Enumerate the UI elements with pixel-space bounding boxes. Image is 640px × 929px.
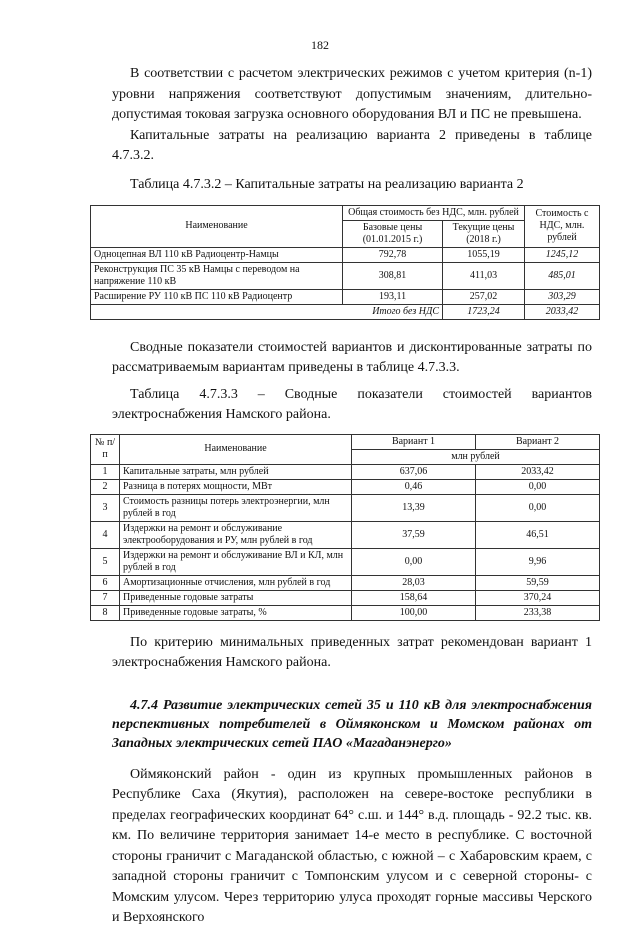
row-number: 2 <box>91 479 120 494</box>
row-number: 3 <box>91 494 120 521</box>
row-variant1: 158,64 <box>352 590 476 605</box>
row-name: Издержки на ремонт и обслуживание электрооборудования и РУ, млн рублей в год <box>120 521 352 548</box>
row-name: Амортизационные отчисления, млн рублей в год <box>120 575 352 590</box>
col-header-unit: млн рублей <box>352 449 600 464</box>
col-header-num: № п/п <box>91 434 120 464</box>
table-row <box>91 590 600 605</box>
table-row <box>91 605 600 620</box>
row-variant2: 233,38 <box>476 605 600 620</box>
row-variant1: 0,00 <box>352 548 476 575</box>
table-row <box>91 262 600 289</box>
col-header-variant2: Вариант 2 <box>476 434 600 449</box>
table1-caption: Таблица 4.7.3.2 – Капитальные затраты на реализацию варианта 2 <box>130 176 524 192</box>
table-row <box>91 494 600 521</box>
col-header-name: Наименование <box>120 434 352 464</box>
paragraph-oymyakon: Оймяконский район - один из крупных промышленных районов в Республике Саха (Якутия), расположен на севере-востоке республики в пределах географических координат 64° с.ш. и 144° в.д. площадь - 92.2 тыс. кв. км. По величине территория занимает 14-е место в республике. С восточной стороны граничит с Магаданской областью, с южной – с Хабаровским краем, с западной стороны граничит с Томпонским улусом и с северной стороны- с Момским улусом. Через территорию улуса проходят горные массивы Черского и Верхоянского <box>112 766 592 925</box>
row-variant1: 13,39 <box>352 494 476 521</box>
row-name: Приведенные годовые затраты <box>120 590 352 605</box>
col-header-variant1: Вариант 1 <box>352 434 476 449</box>
row-variant2: 0,00 <box>476 479 600 494</box>
table-row <box>91 521 600 548</box>
total-vat: 2033,42 <box>525 304 600 319</box>
row-variant2: 59,59 <box>476 575 600 590</box>
table-row <box>91 464 600 479</box>
row-number: 5 <box>91 548 120 575</box>
row-current-price: 257,02 <box>443 289 525 304</box>
row-vat-price: 303,29 <box>525 289 600 304</box>
row-name: Стоимость разницы потерь электроэнергии, млн рублей в год <box>120 494 352 521</box>
row-name: Одноцепная ВЛ 110 кВ Радиоцентр-Намцы <box>91 247 343 262</box>
paragraph-summary-intro: Сводные показатели стоимостей вариантов и дисконтированные затраты по рассматриваемым вариантам приведены в таблице 4.7.3.3. <box>112 339 592 375</box>
capex-table <box>90 205 600 320</box>
row-current-price: 411,03 <box>443 262 525 289</box>
row-number: 8 <box>91 605 120 620</box>
col-header-current: Текущие цены (2018 г.) <box>443 220 525 247</box>
total-row <box>91 304 600 319</box>
col-header-base: Базовые цены (01.01.2015 г.) <box>343 220 443 247</box>
row-name: Издержки на ремонт и обслуживание ВЛ и КЛ, млн рублей в год <box>120 548 352 575</box>
row-vat-price: 1245,12 <box>525 247 600 262</box>
table-row <box>91 575 600 590</box>
row-variant1: 37,59 <box>352 521 476 548</box>
row-variant1: 637,06 <box>352 464 476 479</box>
paragraph-recommendation: По критерию минимальных приведенных затрат рекомендован вариант 1 электроснабжения Намского района. <box>112 634 592 670</box>
row-variant1: 0,46 <box>352 479 476 494</box>
row-name: Приведенные годовые затраты, % <box>120 605 352 620</box>
paragraph-capex-intro: Капитальные затраты на реализацию варианта 2 приведены в таблице 4.7.3.2. <box>112 127 592 163</box>
summary-table <box>90 434 600 621</box>
table-row <box>91 289 600 304</box>
col-header-total: Общая стоимость без НДС, млн. рублей <box>343 205 525 220</box>
row-vat-price: 485,01 <box>525 262 600 289</box>
row-number: 7 <box>91 590 120 605</box>
table2-caption: Таблица 4.7.3.3 – Сводные показатели стоимостей вариантов электроснабжения Намского района. <box>112 386 592 422</box>
row-name: Реконструкция ПС 35 кВ Намцы с переводом на напряжение 110 кВ <box>91 262 343 289</box>
row-variant2: 9,96 <box>476 548 600 575</box>
row-number: 4 <box>91 521 120 548</box>
row-number: 1 <box>91 464 120 479</box>
col-header-vat: Стоимость с НДС, млн. рублей <box>525 205 600 247</box>
row-variant2: 2033,42 <box>476 464 600 479</box>
row-variant1: 100,00 <box>352 605 476 620</box>
row-number: 6 <box>91 575 120 590</box>
row-name: Капитальные затраты, млн рублей <box>120 464 352 479</box>
row-variant2: 46,51 <box>476 521 600 548</box>
row-base-price: 792,78 <box>343 247 443 262</box>
row-name: Разница в потерях мощности, МВт <box>120 479 352 494</box>
table-row <box>91 479 600 494</box>
section-heading: 4.7.4 Развитие электрических сетей 35 и 110 кВ для электроснабжения перспективных потребителей в Оймяконском и Момском районах от Западных электрических сетей ПАО «Магаданэнерго» <box>112 697 592 751</box>
row-base-price: 308,81 <box>343 262 443 289</box>
paragraph-regimes: В соответствии с расчетом электрических режимов с учетом критерия (n-1) уровни напряжения соответствуют допустимым значениям, длительно-допустимая токовая загрузка основного оборудования ВЛ и ПС не превышена. <box>112 66 592 122</box>
row-base-price: 193,11 <box>343 289 443 304</box>
page-number: 182 <box>311 38 329 52</box>
row-variant2: 370,24 <box>476 590 600 605</box>
row-current-price: 1055,19 <box>443 247 525 262</box>
row-variant2: 0,00 <box>476 494 600 521</box>
table-row <box>91 548 600 575</box>
total-current: 1723,24 <box>443 304 525 319</box>
total-label: Итого без НДС <box>91 304 443 319</box>
col-header-name: Наименование <box>91 205 343 247</box>
row-name: Расширение РУ 110 кВ ПС 110 кВ Радиоцентр <box>91 289 343 304</box>
table-row <box>91 247 600 262</box>
row-variant1: 28,03 <box>352 575 476 590</box>
